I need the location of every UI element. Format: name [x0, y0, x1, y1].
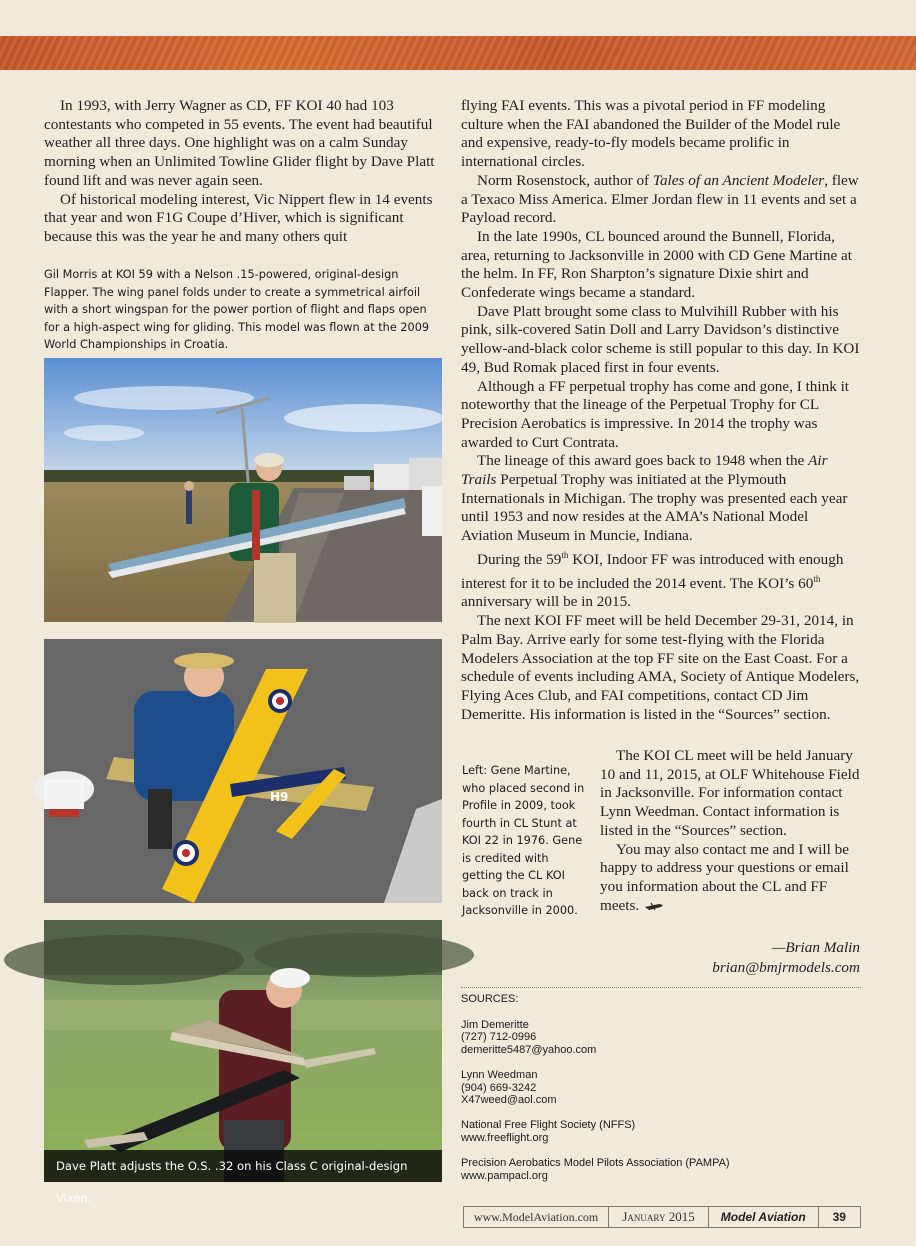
body-paragraph: Dave Platt brought some class to Mulvihill Rubber with his pink, silk-covered Satin Doll and Larry Davidson’s distinctive yellow-and-black color scheme is still popular to this day. In KOI 49, Bud Romak placed first in four events. — [461, 302, 860, 376]
body-paragraph: During the 59th KOI, Indoor FF was introduced with enough interest for it to be included the 2014 event. The KOI’s 60th anniversary will be in 2015. — [461, 549, 844, 611]
body-paragraph: The next KOI FF meet will be held December 29-31, 2014, in Palm Bay. Arrive early for some test-flying with the Florida Modelers Association at the top FF site on the East Coast. For a schedule of events including AMA, Society of Antique Modelers, Flying Aces Club, and FAI competitions, contact CD Jim Demeritte. His information is listed in the “Sources” section. — [461, 612, 860, 723]
right-text-column — [461, 97, 861, 724]
photo-dave-platt-vixen — [44, 920, 442, 1205]
photo-caption-vixen: Dave Platt adjusts the O.S. .32 on his Class C original-design Vixen. — [44, 1150, 442, 1182]
page-footer — [463, 1206, 861, 1228]
photo-caption-flapper: Gil Morris at KOI 59 with a Nelson .15-powered, original-design Flapper. The wing panel folds under to create a symmetrical airfoil with a short wingspan for the power portion of flight and flaps open for a high-aspect wing for gliding. This model was flown at the 2009 World Championships in Croatia. — [44, 268, 430, 351]
sources-title: SOURCES: — [461, 993, 519, 1005]
source-entry: Lynn Weedman (904) 669-3242 X47weed@aol.com — [461, 1068, 557, 1107]
plane-end-mark-icon — [645, 902, 663, 911]
body-paragraph: You may also contact me and I will be happy to address your questions or email you information about the CL and FF meets. — [600, 840, 849, 914]
footer-date: January 2015 — [609, 1207, 709, 1227]
body-paragraph: In 1993, with Jerry Wagner as CD, FF KOI 40 had 103 contestants who competed in 55 events. The event had beautiful weather all three days. One highlight was on a calm Sunday morning when an Unlimited Towline Glider flight by Dave Platt found lift and was never again seen. — [44, 97, 435, 189]
photo-caption-martine: Left: Gene Martine, who placed second in Profile in 2009, took fourth in CL Stunt at KOI 22 in 1976. Gene is credited with getting the CL KOI back on track in Jacksonville in 2000. — [462, 764, 585, 917]
body-paragraph: Of historical modeling interest, Vic Nippert flew in 14 events that year and won F1G Coupe d’Hiver, which is significant because this was the year he and many others quit — [44, 190, 433, 245]
source-entry: Precision Aerobatics Model Pilots Association (PAMPA) www.pampacl.org — [461, 1157, 730, 1182]
left-text-column — [44, 97, 440, 247]
plane-tail-number: H9 — [270, 790, 289, 804]
footer-url[interactable]: www.ModelAviation.com — [464, 1207, 609, 1227]
body-paragraph: The lineage of this award goes back to 1948 when the Air Trails Perpetual Trophy was initiated at the Plymouth Internationals in Michigan. The trophy was presented each year until 1953 and now resides at the AMA’s National Model Aviation Museum in Muncie, Indiana. — [461, 452, 848, 545]
body-paragraph: Norm Rosenstock, author of Tales of an Ancient Modeler, flew a Texaco Miss America. Elmer Jordan flew in 11 events and set a Payload record. — [461, 171, 859, 227]
body-paragraph: Although a FF perpetual trophy has come and gone, I think it noteworthy that the lineage of the Perpetual Trophy for CL Precision Aerobatics is impressive. In 2014 the trophy was awarded to Curt Contrata. — [461, 377, 850, 451]
footer-page-number: 39 — [832, 1210, 846, 1224]
author-email[interactable]: brian@bmjrmodels.com — [712, 959, 860, 976]
author-name: —Brian Malin — [771, 939, 860, 956]
decorative-top-band — [0, 36, 916, 70]
author-signature — [600, 938, 860, 978]
body-paragraph: flying FAI events. This was a pivotal period in FF modeling culture when the FAI abandoned the Builder of the Model rule and expensive, ready-to-fly models became prolific in international circles. — [461, 97, 841, 171]
source-entry: National Free Flight Society (NFFS) www.freeflight.org — [461, 1119, 636, 1144]
footer-magazine: Model Aviation — [709, 1207, 819, 1227]
sources-divider — [461, 987, 861, 988]
source-entry: Jim Demeritte (727) 712-0996 demeritte5487@yahoo.com — [461, 1018, 597, 1056]
inset-text-column — [600, 747, 862, 915]
photo-gil-morris-flapper — [44, 358, 442, 622]
photo-gene-martine-stunt — [44, 639, 442, 903]
body-paragraph: In the late 1990s, CL bounced around the Bunnell, Florida, area, returning to Jacksonville in 2000 with CD Gene Martine at the helm. In FF, Ron Sharpton’s signature Dixie shirt and Confederate wings became a standard. — [461, 227, 852, 302]
sources-box — [461, 993, 861, 1195]
body-paragraph: The KOI CL meet will be held January 10 and 11, 2015, at OLF Whitehouse Field in Jacksonville. For information contact Lynn Weedman. Contact information is listed in the “Sources” section. — [600, 747, 860, 839]
